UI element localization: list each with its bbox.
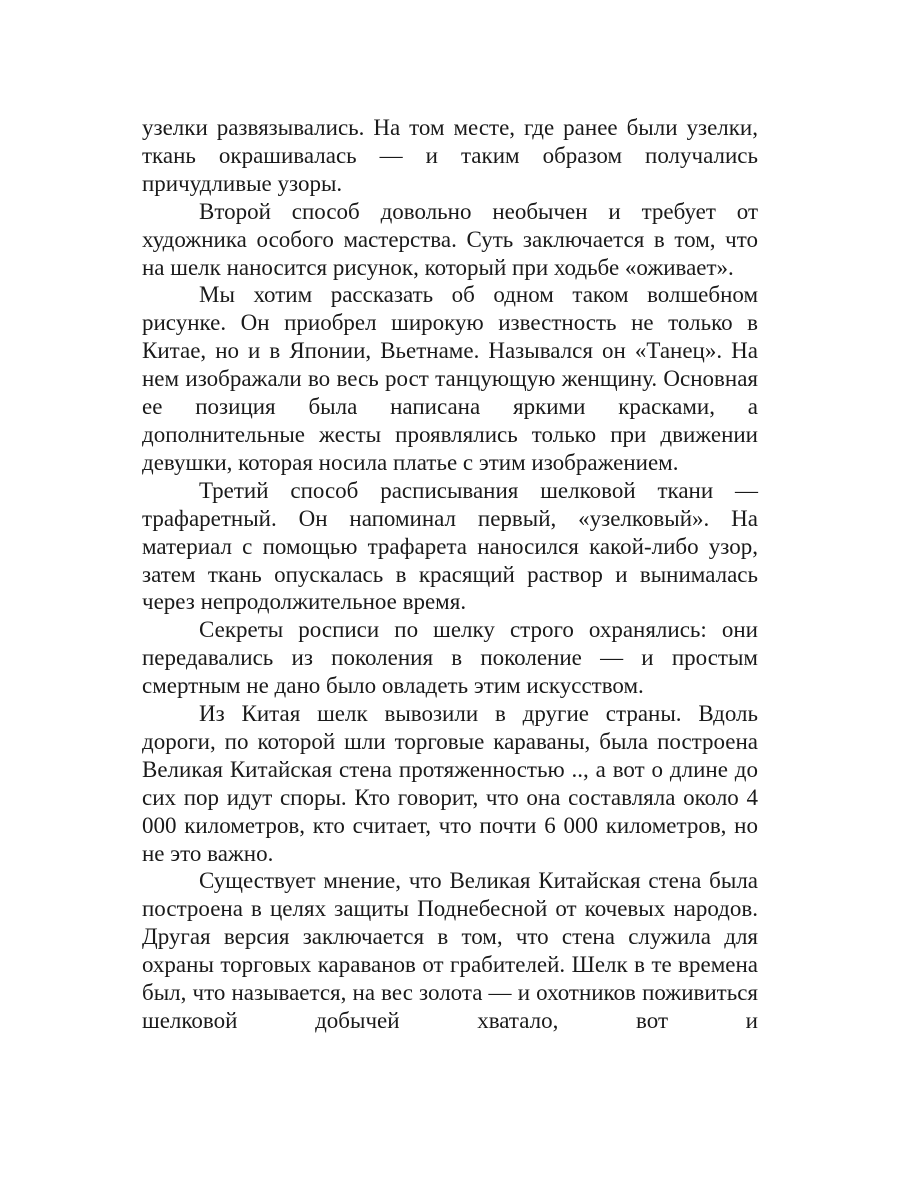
paragraph-5: Секреты росписи по шелку строго охранялись: они передавались из поколения в поколение — и простым смертным не дано было овладеть этим искусством.	[142, 617, 758, 699]
paragraph-4: Третий способ расписывания шелковой ткани — трафаретный. Он напоминал первый, «узелковый». На материал с помощью трафарета наносился какой-либо узор, затем ткань опускалась в красящий раствор и вынималась через непродолжительное время.	[142, 477, 758, 615]
paragraph-6: Из Китая шелк вывозили в другие страны. Вдоль дороги, по которой шли торговые караваны, была построена Великая Китайская стена протяженностью .., а вот о длине до сих пор идут споры. Кто говорит, что она составляла около 4 000 километров, кто считает, что почти 6 000 километров, но не это важно.	[142, 701, 758, 866]
book-page	[142, 114, 758, 1035]
paragraph-7: Существует мнение, что Великая Китайская стена была построена в целях защиты Поднебесной от кочевых народов. Другая версия заключается в том, что стена служила для охраны торговых караванов от грабителей. Шелк в те времена был, что называется, на вес золота — и охотников поживиться шелковой добычей хватало, вот и	[142, 868, 758, 1033]
paragraph-2: Второй способ довольно необычен и требует от художника особого мастерства. Суть заключается в том, что на шелк наносится рисунок, который при ходьбе «оживает».	[142, 198, 758, 280]
paragraph-3: Мы хотим рассказать об одном таком волшебном рисунке. Он приобрел широкую известность не только в Китае, но и в Японии, Вьетнаме. Назывался он «Танец». На нем изображали во весь рост танцующую женщину. Основная ее позиция была написана яркими красками, а дополнительные жесты проявлялись только при движении девушки, которая носила платье с этим изображением.	[142, 282, 758, 475]
paragraph-1: узелки развязывались. На том месте, где ранее были узелки, ткань окрашивалась — и таким образом получались причудливые узоры.	[142, 115, 758, 196]
